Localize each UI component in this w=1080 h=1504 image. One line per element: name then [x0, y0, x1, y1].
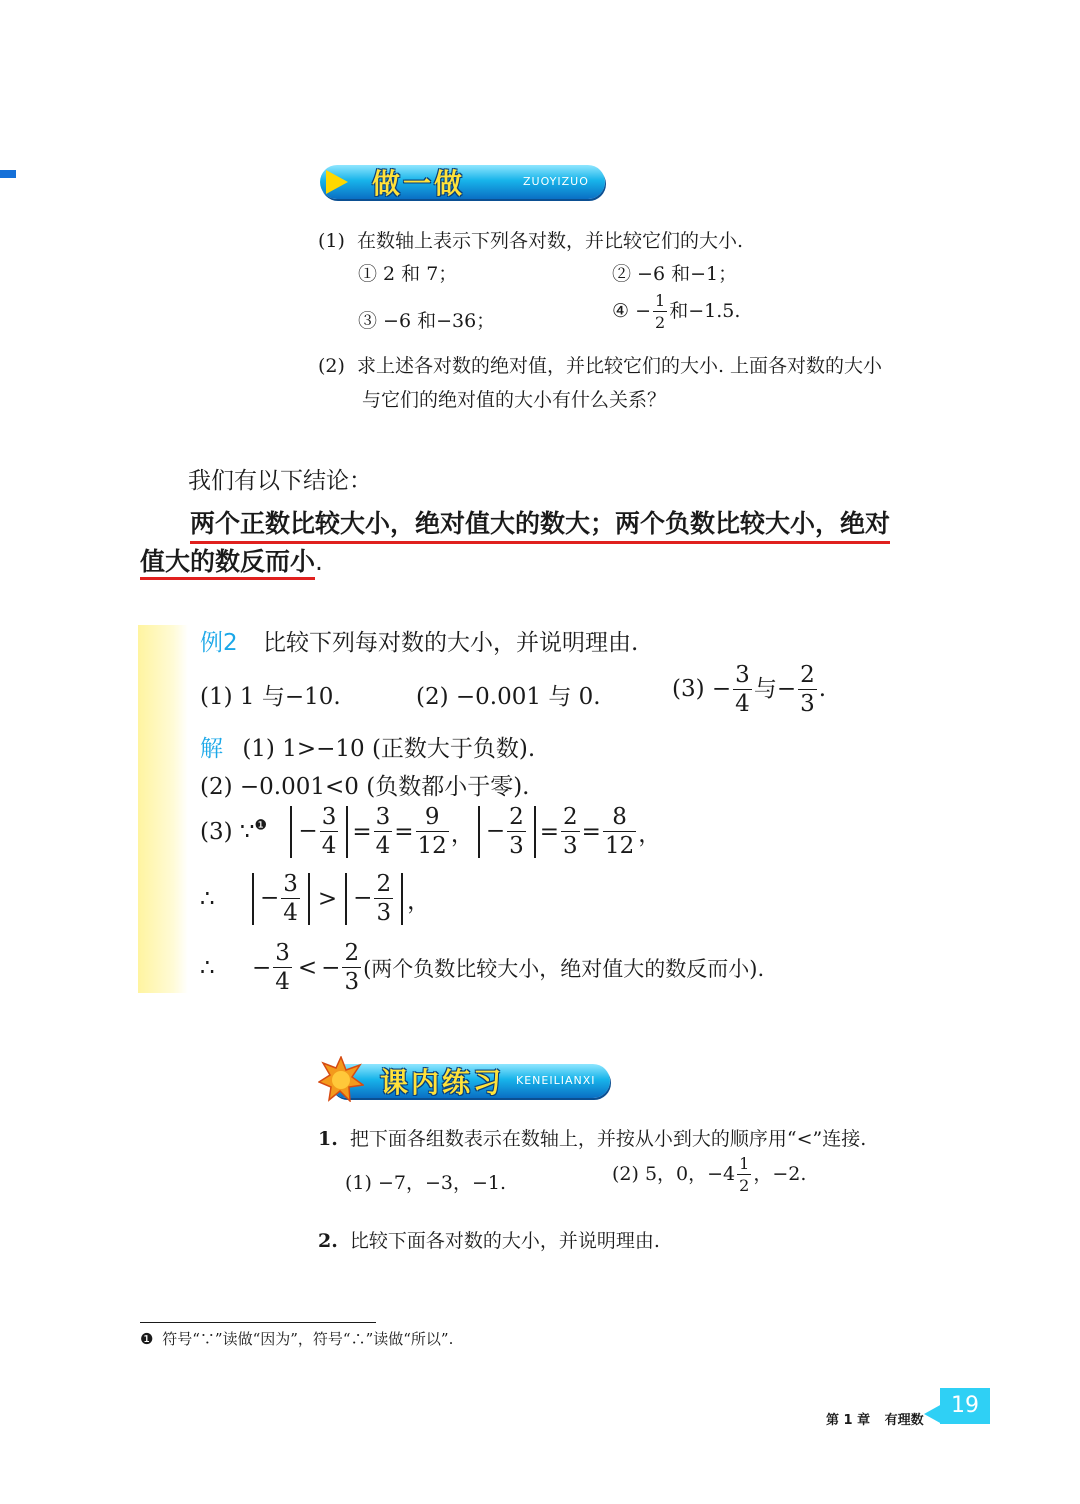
q2-line1: 求上述各对数的绝对值，并比较它们的大小. 上面各对数的大小 — [356, 355, 883, 377]
frac-num: 3 — [283, 871, 298, 897]
therefore-symbol: ∴ — [200, 886, 215, 912]
solution-1: (1) 1>−10 (正数大于负数). — [242, 736, 536, 762]
example-part-1: (1) 1 与−10. — [200, 684, 341, 710]
solution-row-2: (2) −0.001<0 (负数都小于零). — [200, 774, 530, 800]
comma: ， — [407, 888, 431, 915]
minus-sign: − — [251, 955, 272, 981]
solution-reason: (两个负数比较大小，绝对值大的数反而小). — [363, 957, 765, 981]
conclusion-line1-text: 两个正数比较大小，绝对值大的数大；两个负数比较大小，绝对 — [190, 509, 891, 538]
frac-den: 4 — [735, 691, 750, 717]
pair-2: ② −6 和−1； — [612, 263, 738, 285]
fraction-2-3 — [561, 806, 580, 858]
pair-3: ③ −6 和−36； — [358, 310, 496, 332]
fraction-3-4 — [320, 806, 339, 858]
fraction-9-12 — [416, 806, 449, 858]
zuoyizuo-q2 — [318, 351, 882, 378]
comma: ， — [638, 821, 662, 848]
fraction-3-4 — [374, 806, 393, 858]
footnote-mark: ❶ — [140, 1330, 154, 1348]
fraction-half — [653, 293, 667, 331]
frac-den: 12 — [604, 833, 635, 859]
practice-q1a: (1) −7，−3，−1. — [345, 1172, 507, 1194]
frac-num: 3 — [735, 662, 750, 688]
frac-num: 3 — [375, 804, 391, 830]
fraction-3-4 — [273, 942, 292, 994]
abs-neg-2-3 — [345, 873, 403, 925]
frac-den: 4 — [283, 900, 298, 926]
fraction-3-4 — [281, 873, 300, 925]
comma: ， — [450, 821, 474, 848]
footnote-rule — [140, 1322, 376, 1323]
minus-sign: − — [353, 885, 373, 911]
zuoyizuo-title: 做一做 — [372, 167, 466, 199]
frac-num: 2 — [376, 871, 392, 897]
zuoyizuo-q1 — [318, 226, 743, 253]
frac-den: 4 — [321, 833, 337, 859]
solution-row-1 — [200, 730, 535, 763]
practice-q1-text: 把下面各组数表示在数轴上，并按从小到大的顺序用“<”连接. — [349, 1128, 867, 1150]
part3-end: . — [818, 676, 827, 702]
frac-den: 2 — [655, 313, 666, 332]
frac-num: 3 — [275, 940, 290, 966]
abs-neg-3-4 — [290, 806, 348, 858]
conclusion-line1 — [190, 504, 890, 544]
pair-4-pre: ④ − — [612, 300, 651, 322]
pair-4-post: 和−1.5. — [669, 300, 741, 322]
practice-q1 — [318, 1124, 866, 1151]
practice-q2-text: 比较下面各对数的大小，并说明理由. — [349, 1230, 660, 1252]
minus-sign: − — [321, 955, 341, 981]
frac-num: 2 — [509, 804, 524, 830]
starburst-icon — [318, 1056, 364, 1102]
solution-row-4 — [200, 873, 430, 925]
therefore-symbol: ∴ — [200, 955, 215, 981]
fraction-2-3 — [798, 664, 817, 716]
practice-en: KENEILIANXI — [516, 1074, 596, 1087]
solution-label: 解 — [200, 736, 223, 762]
q2-label: (2) — [318, 355, 345, 377]
frac-den: 3 — [509, 833, 524, 859]
conclusion-intro: 我们有以下结论： — [188, 468, 372, 494]
greater-than: > — [317, 886, 338, 912]
practice-q1b — [612, 1156, 806, 1194]
example-panel — [138, 625, 188, 993]
frac-num: 8 — [603, 806, 636, 832]
practice-q2 — [318, 1226, 660, 1253]
frac-den: 3 — [563, 833, 578, 859]
example-label: 例2 — [200, 630, 238, 656]
example-title-row — [200, 624, 638, 657]
practice-title: 课内练习 — [380, 1066, 505, 1098]
zuoyizuo-q2-line2: 与它们的绝对值的大小有什么关系？ — [362, 389, 667, 411]
abs-neg-3-4 — [252, 873, 310, 925]
example-title: 比较下列每对数的大小，并说明理由. — [262, 630, 639, 656]
example-part-2: (2) −0.001 与 0. — [416, 684, 601, 710]
fraction-half — [737, 1156, 751, 1194]
minus-sign: − — [259, 885, 280, 911]
q1-text: 在数轴上表示下列各对数，并比较它们的大小. — [356, 230, 744, 252]
fraction-2-3 — [507, 806, 526, 858]
conclusion-end: . — [315, 547, 323, 576]
chapter-label — [826, 1409, 924, 1428]
frac-den: 12 — [417, 833, 447, 859]
conclusion-line2 — [140, 542, 323, 578]
less-than: < — [297, 955, 318, 981]
frac-num: 2 — [344, 940, 360, 966]
equals-sign: = — [394, 819, 414, 845]
frac-num: 1 — [655, 291, 666, 310]
frac-num: 2 — [563, 804, 578, 830]
chapter-number: 第 1 章 — [826, 1413, 871, 1428]
zuoyizuo-banner — [320, 165, 605, 199]
abs-neg-2-3 — [478, 806, 536, 858]
fraction-2-3 — [374, 873, 393, 925]
edge-marker — [0, 170, 16, 178]
footnote-ref: ❶ — [254, 817, 268, 834]
q1-label: (1) — [318, 230, 345, 252]
footnote — [140, 1328, 453, 1349]
frac-den: 3 — [344, 969, 360, 995]
frac-num: 2 — [800, 662, 815, 688]
fraction-3-4 — [733, 664, 752, 716]
zuoyizuo-en: ZUOYIZUO — [523, 175, 589, 188]
q1b-pre: (2) 5，0，−4 — [612, 1163, 736, 1185]
frac-num: 1 — [739, 1154, 750, 1173]
frac-den: 4 — [275, 969, 290, 995]
minus-sign: − — [298, 818, 318, 844]
solution-row-3 — [200, 806, 661, 858]
frac-den: 2 — [739, 1176, 750, 1195]
chapter-title: 有理数 — [884, 1413, 924, 1428]
frac-num: 9 — [416, 806, 449, 832]
frac-den: 3 — [376, 900, 392, 926]
minus-sign: − — [485, 818, 506, 844]
pair-1: ① 2 和 7； — [358, 263, 458, 285]
fraction-2-3 — [342, 942, 361, 994]
equals-sign: = — [539, 819, 560, 845]
fraction-8-12 — [603, 806, 636, 858]
part3-pre: (3) − — [672, 676, 732, 702]
solution-row-5 — [200, 942, 764, 994]
equals-sign: = — [581, 819, 601, 845]
example-part-3 — [672, 664, 826, 716]
play-icon — [326, 170, 348, 194]
conclusion-line2-text: 值大的数反而小 — [140, 547, 315, 580]
practice-q1-num: 1. — [318, 1128, 338, 1150]
q1b-post: ，−2. — [753, 1163, 807, 1185]
frac-num: 3 — [321, 804, 337, 830]
equals-sign: = — [352, 819, 372, 845]
part3-mid: 与− — [753, 676, 797, 702]
frac-den: 3 — [800, 691, 815, 717]
footnote-text: 符号“∵”读做“因为”，符号“∴”读做“所以”. — [162, 1330, 454, 1348]
pair-4 — [612, 293, 740, 331]
page-number: 19 — [940, 1388, 990, 1424]
practice-q2-num: 2. — [318, 1230, 338, 1252]
frac-den: 4 — [375, 833, 391, 859]
practice-banner — [330, 1064, 610, 1098]
solution-3-label: (3) ∵ — [200, 819, 255, 845]
